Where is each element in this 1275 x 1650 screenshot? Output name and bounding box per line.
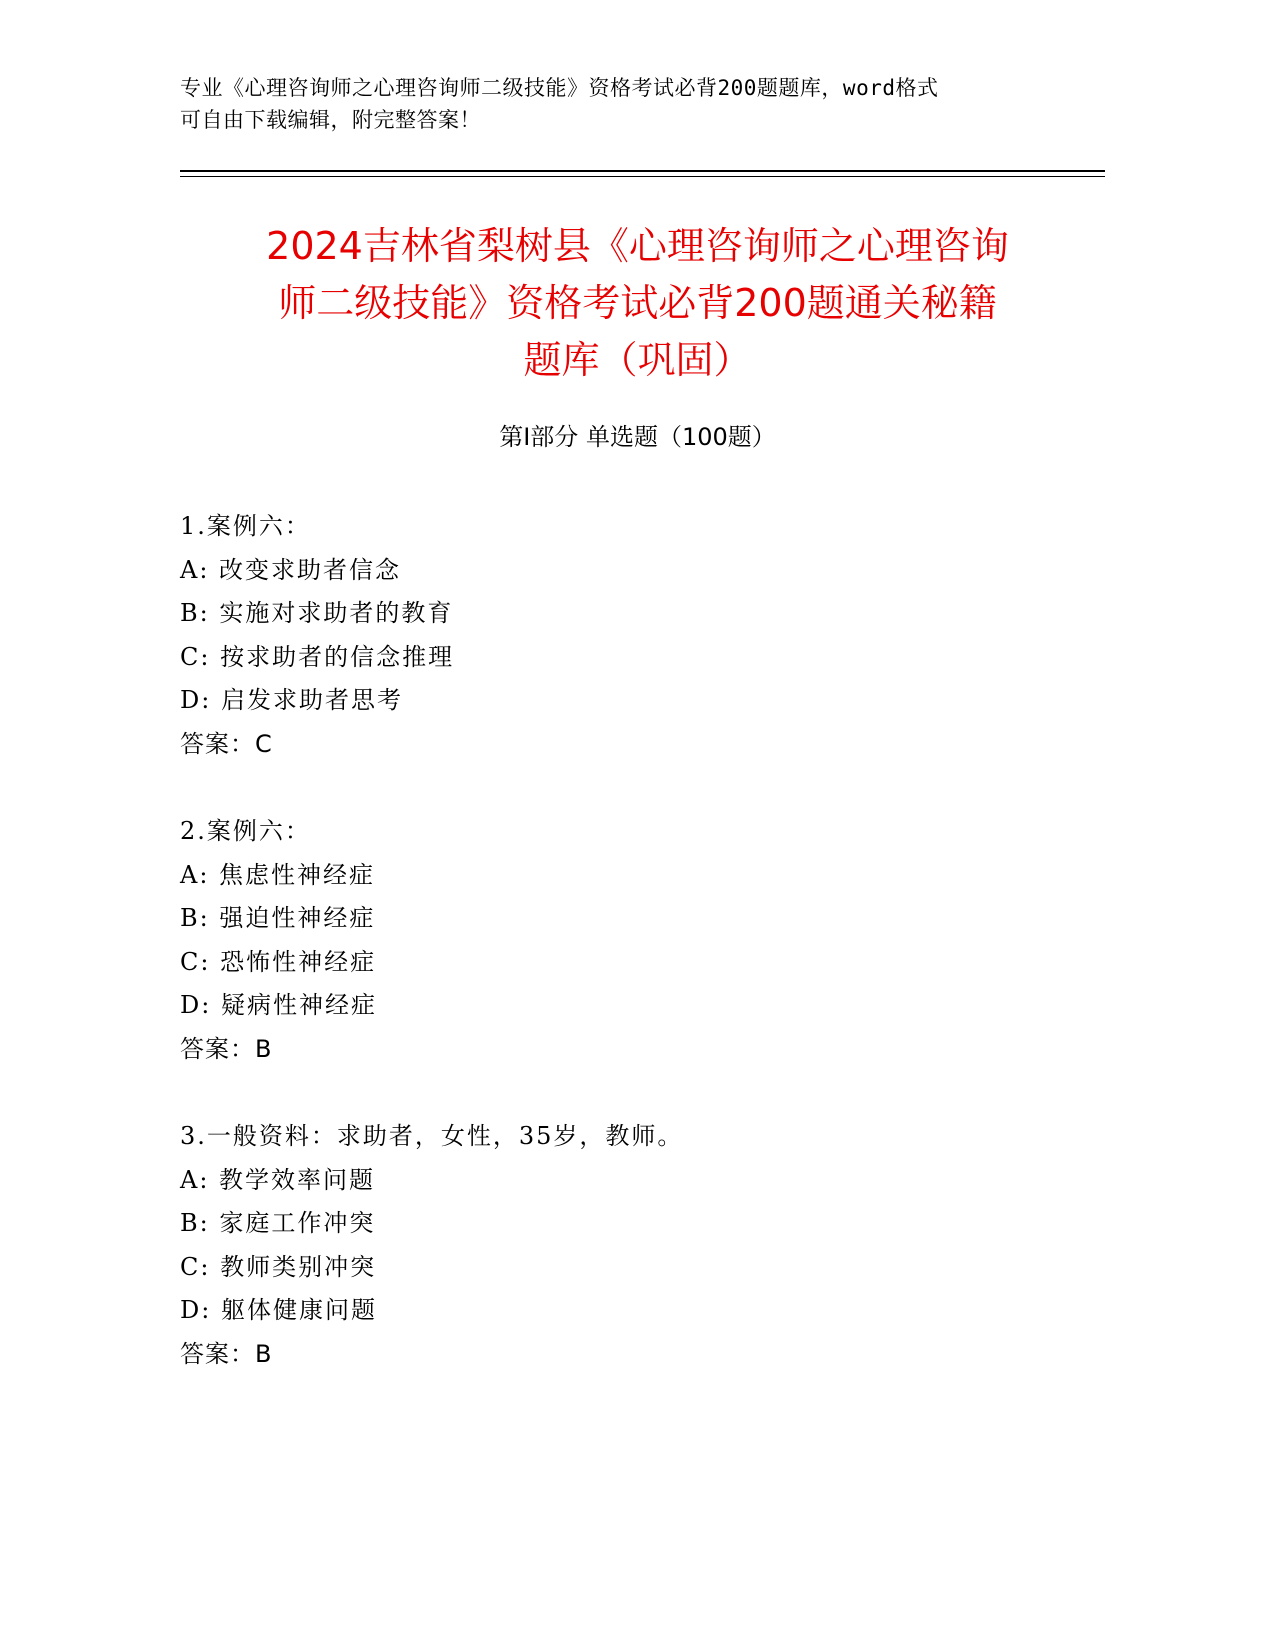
answer-text: 答案：B	[180, 1339, 273, 1368]
option-a: A: 焦虑性神经症	[180, 860, 376, 889]
header-note	[180, 72, 1040, 136]
option-c: C: 按求助者的信念推理	[180, 642, 455, 671]
option-d: D: 躯体健康问题	[180, 1296, 377, 1324]
section-heading: 第I部分 单选题（100题）	[499, 423, 776, 451]
question-item	[180, 1115, 1080, 1376]
answer-text: 答案：B	[180, 1034, 273, 1063]
header-divider-thin	[180, 176, 1105, 177]
header-note-line-2: 可自由下载编辑，附完整答案！	[180, 108, 481, 132]
option-b: B: 家庭工作冲突	[180, 1209, 376, 1237]
option-b: B: 实施对求助者的教育	[180, 599, 454, 627]
option-d: D: 启发求助者思考	[180, 686, 403, 714]
question-item	[180, 810, 1080, 1071]
document-title-line-2: 师二级技能》资格考试必背200题通关秘籍	[278, 281, 997, 325]
document-title	[160, 218, 1115, 389]
option-c: C: 恐怖性神经症	[180, 947, 377, 976]
option-b: B: 强迫性神经症	[180, 904, 376, 932]
question-stem: 3.一般资料：求助者，女性，35岁，教师。	[180, 1122, 684, 1150]
option-c: C: 教师类别冲突	[180, 1252, 377, 1281]
option-a: A: 改变求助者信念	[180, 555, 402, 584]
header-note-line-1: 专业《心理咨询师之心理咨询师二级技能》资格考试必背200题题库，word格式	[180, 76, 939, 100]
document-title-line-1: 2024吉林省梨树县《心理咨询师之心理咨询	[266, 224, 1009, 268]
question-stem: 1.案例六：	[180, 512, 311, 540]
option-d: D: 疑病性神经症	[180, 991, 377, 1019]
answer-text: 答案：C	[180, 729, 273, 758]
question-item	[180, 505, 1080, 766]
document-title-line-3: 题库（巩固）	[523, 338, 752, 382]
option-a: A: 教学效率问题	[180, 1165, 376, 1194]
header-divider-thick	[180, 170, 1105, 172]
question-stem: 2.案例六：	[180, 817, 311, 845]
